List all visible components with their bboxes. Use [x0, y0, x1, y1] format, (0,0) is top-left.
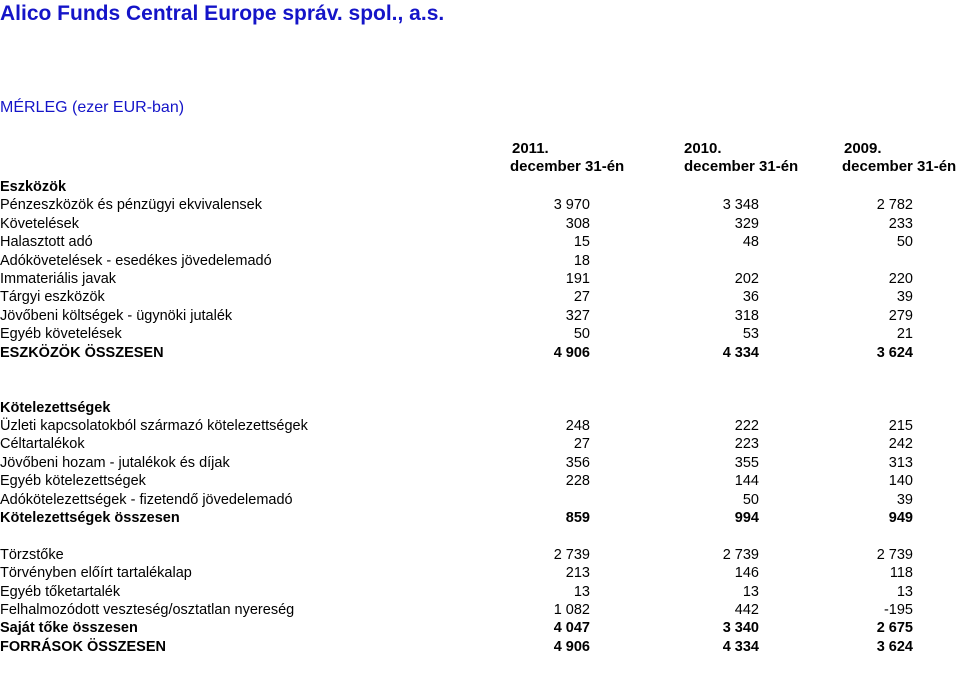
row-value-2010: 53 — [742, 326, 759, 343]
table-row — [0, 491, 960, 509]
row-value-2011: 4 906 — [553, 344, 590, 361]
table-row — [0, 344, 960, 362]
col-2011-date: december 31-én — [510, 158, 625, 175]
table-row — [0, 178, 960, 196]
row-value-2011: 27 — [573, 436, 590, 453]
table-row — [0, 380, 960, 398]
row-value-2011: 18 — [573, 252, 590, 269]
row-value-2009: 140 — [888, 473, 913, 490]
row-value-2009: 50 — [896, 234, 913, 251]
row-value-2009: 3 624 — [876, 344, 913, 361]
row-value-2010: 994 — [734, 510, 759, 527]
row-value-2011: 248 — [565, 418, 590, 435]
row-value-2011: 4 047 — [553, 620, 590, 637]
table-row — [0, 252, 960, 270]
row-value-2010: 329 — [734, 215, 759, 232]
col-2011-year: 2011. — [512, 140, 549, 157]
row-label: Pénzeszközök és pénzügyi ekvivalensek — [0, 197, 262, 214]
table-row — [0, 601, 960, 619]
row-value-2011: 356 — [565, 454, 590, 471]
row-value-2009: 2 739 — [876, 546, 913, 563]
row-value-2009: 39 — [896, 491, 913, 508]
row-value-2011: 228 — [565, 473, 590, 490]
row-value-2010: 13 — [742, 583, 759, 600]
row-value-2011: 3 970 — [553, 197, 590, 214]
row-label: Jövőbeni hozam - jutalékok és díjak — [0, 454, 230, 471]
table-row — [0, 435, 960, 453]
row-label: Saját tőke összesen — [0, 620, 138, 637]
row-label: Üzleti kapcsolatokból származó kötelezettségek — [0, 418, 308, 435]
row-value-2011: 13 — [573, 583, 590, 600]
row-value-2009: -195 — [883, 601, 913, 618]
row-label: Felhalmozódott veszteség/osztatlan nyereség — [0, 601, 295, 618]
row-value-2010: 4 334 — [722, 638, 759, 655]
row-value-2009: 118 — [889, 565, 913, 582]
table-row — [0, 638, 960, 656]
row-label: Kötelezettségek — [0, 399, 111, 416]
row-value-2011: 2 739 — [553, 546, 590, 563]
balance-sheet-table — [0, 178, 960, 656]
row-value-2011: 327 — [565, 307, 590, 324]
table-row — [0, 564, 960, 582]
row-value-2010: 3 348 — [722, 197, 759, 214]
table-row — [0, 527, 960, 545]
row-value-2009: 3 624 — [876, 638, 913, 655]
row-value-2009: 39 — [896, 289, 913, 306]
row-value-2010: 355 — [734, 454, 759, 471]
row-label: Halasztott adó — [0, 234, 93, 251]
row-label: Eszközök — [0, 179, 67, 195]
row-value-2010: 202 — [734, 270, 759, 287]
row-value-2009: 313 — [888, 454, 913, 471]
row-label: Kötelezettségek összesen — [0, 510, 180, 527]
row-value-2009: 13 — [896, 583, 913, 600]
row-value-2011: 191 — [565, 270, 590, 287]
table-row — [0, 509, 960, 527]
col-2010-date: december 31-én — [684, 158, 799, 175]
row-value-2009: 215 — [888, 418, 913, 435]
table-row — [0, 233, 960, 251]
row-label: Egyéb kötelezettségek — [0, 473, 146, 490]
row-label: Adókövetelések - esedékes jövedelemadó — [0, 252, 272, 269]
row-label: Egyéb tőketartalék — [0, 583, 121, 600]
row-label: Törvényben előírt tartalékalap — [0, 565, 192, 582]
row-value-2010: 144 — [734, 473, 759, 490]
row-label: FORRÁSOK ÖSSZESEN — [0, 638, 166, 655]
row-label: Egyéb követelések — [0, 326, 122, 343]
table-row — [0, 546, 960, 564]
table-row — [0, 307, 960, 325]
row-label: Immateriális javak — [0, 270, 117, 287]
row-value-2010: 318 — [734, 307, 759, 324]
table-row — [0, 215, 960, 233]
table-row — [0, 288, 960, 306]
row-value-2009: 21 — [896, 326, 913, 343]
table-row — [0, 454, 960, 472]
row-label: Tárgyi eszközök — [0, 289, 105, 306]
row-label: Követelések — [0, 215, 79, 232]
row-value-2010: 50 — [742, 491, 759, 508]
row-label: ESZKÖZÖK ÖSSZESEN — [0, 344, 164, 361]
row-value-2010: 146 — [734, 565, 759, 582]
row-label: Céltartalékok — [0, 436, 85, 453]
row-value-2009: 220 — [888, 270, 913, 287]
row-value-2009: 279 — [888, 307, 913, 324]
row-value-2009: 242 — [888, 436, 913, 453]
row-label: Adókötelezettségek - fizetendő jövedelemadó — [0, 491, 293, 508]
table-row — [0, 362, 960, 380]
row-value-2011: 308 — [565, 215, 590, 232]
row-value-2011: 213 — [565, 565, 590, 582]
row-value-2011: 1 082 — [553, 601, 590, 618]
row-value-2009: 233 — [888, 215, 913, 232]
row-value-2011: 859 — [565, 510, 590, 527]
table-row — [0, 583, 960, 601]
row-value-2010: 36 — [742, 289, 759, 306]
row-value-2009: 949 — [888, 510, 913, 527]
row-value-2010: 223 — [734, 436, 759, 453]
row-value-2010: 2 739 — [722, 546, 759, 563]
row-label: Jövőbeni költségek - ügynöki jutalék — [0, 307, 233, 324]
row-value-2011: 4 906 — [553, 638, 590, 655]
table-row — [0, 619, 960, 637]
table-row — [0, 325, 960, 343]
row-value-2009: 2 782 — [876, 197, 913, 214]
row-value-2011: 50 — [573, 326, 590, 343]
col-2009-date: december 31-én — [842, 158, 957, 175]
row-value-2011: 27 — [573, 289, 590, 306]
col-2010-year: 2010. — [684, 140, 722, 157]
row-value-2010: 222 — [734, 418, 759, 435]
row-value-2010: 4 334 — [722, 344, 759, 361]
table-row — [0, 472, 960, 490]
col-2009-year: 2009. — [844, 140, 882, 157]
company-title: Alico Funds Central Europe správ. spol., a.s. — [0, 2, 445, 25]
row-value-2010: 3 340 — [722, 620, 759, 637]
row-value-2011: 15 — [573, 234, 590, 251]
row-label: Törzstőke — [0, 546, 64, 563]
row-value-2010: 48 — [742, 234, 759, 251]
table-row — [0, 417, 960, 435]
balance-sheet-subtitle: MÉRLEG (ezer EUR-ban) — [0, 99, 185, 116]
table-row — [0, 196, 960, 214]
row-value-2010: 442 — [734, 601, 759, 618]
table-row — [0, 399, 960, 417]
row-value-2009: 2 675 — [876, 620, 913, 637]
table-row — [0, 270, 960, 288]
